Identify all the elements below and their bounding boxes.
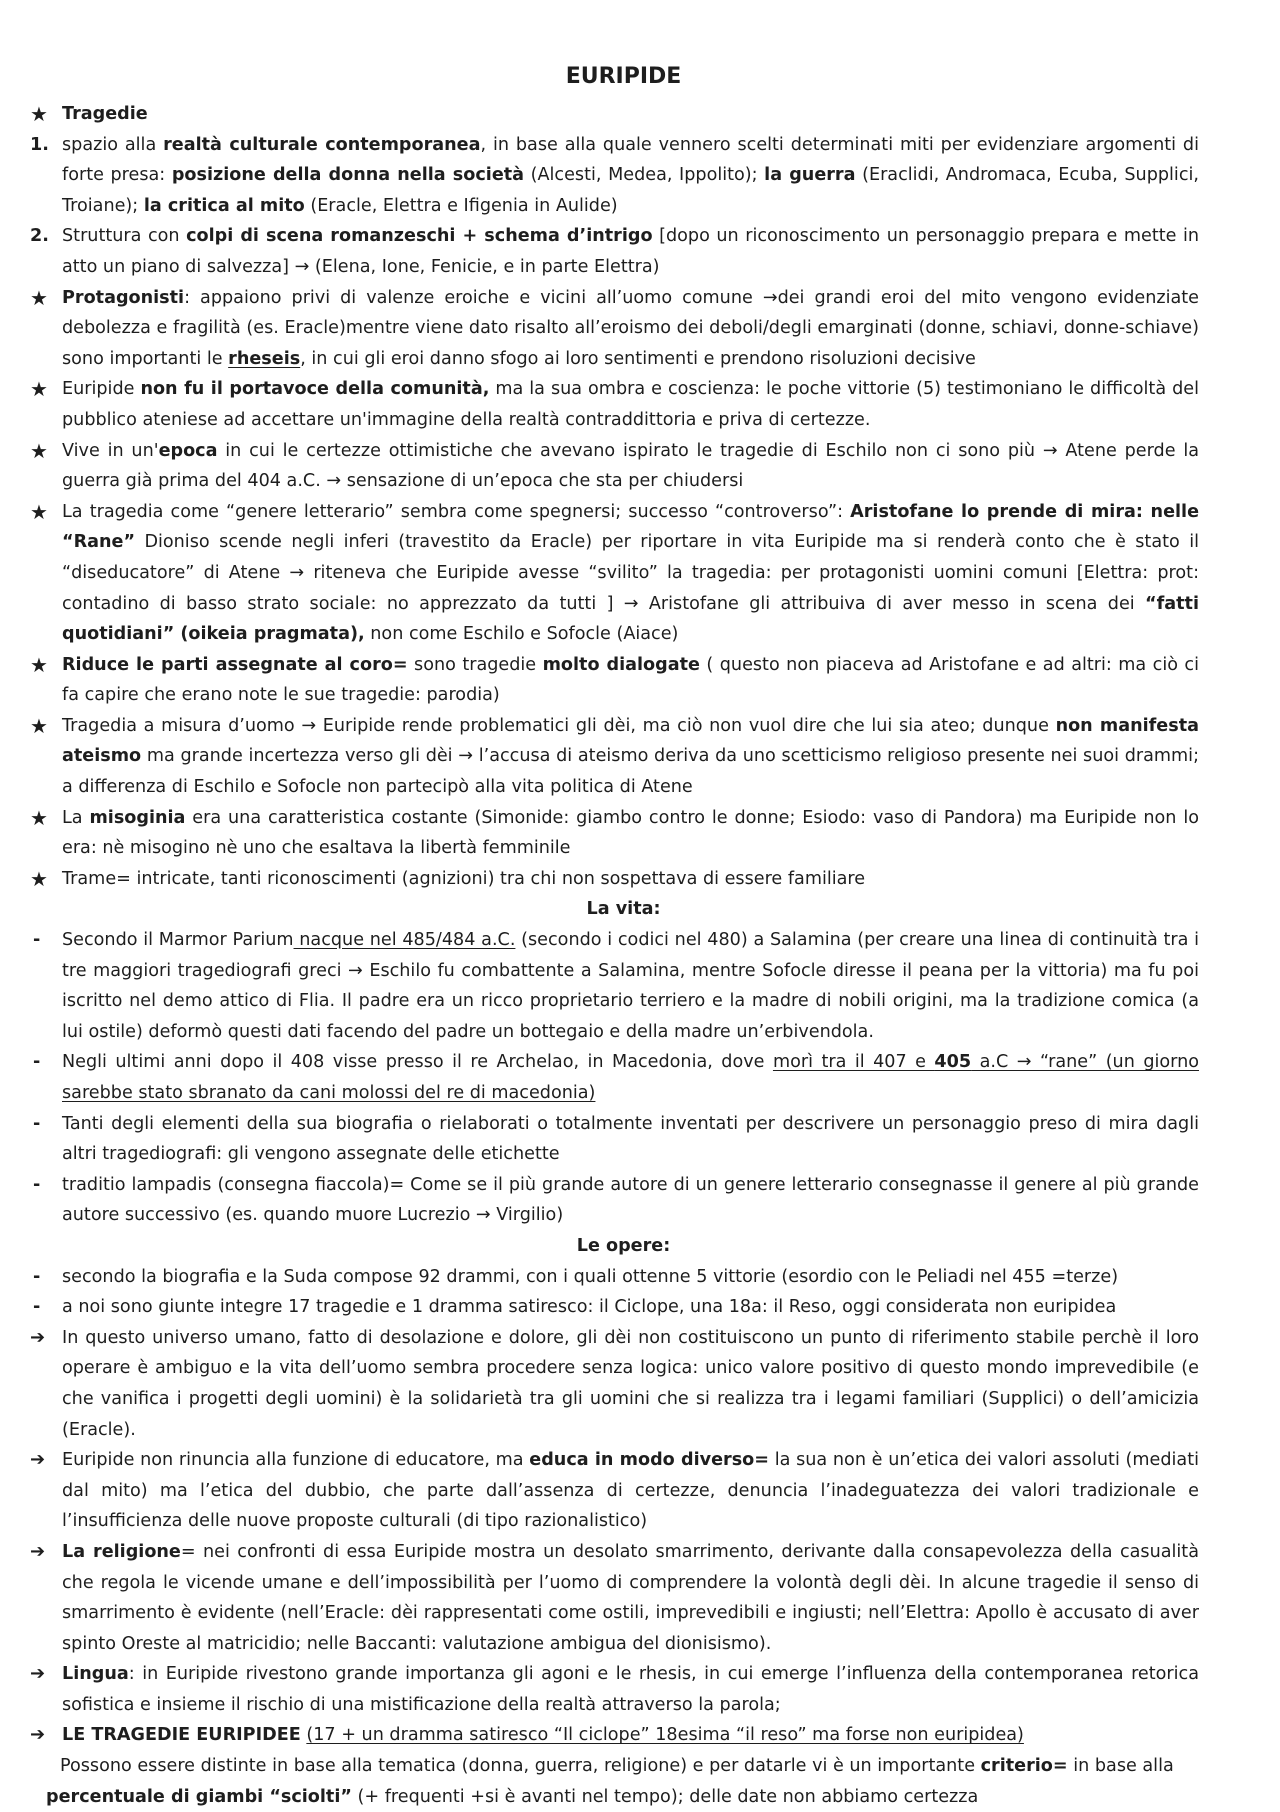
emphasis-text: la guerra xyxy=(764,165,856,186)
text-run: secondo la biografia e la Suda compose 92 drammi, con i quali ottenne 5 vittorie (esordio con le Peliadi nel 455 =terze) xyxy=(62,1266,1119,1287)
emphasis-text: la critica al mito xyxy=(143,195,305,216)
list-item xyxy=(30,99,1199,130)
emphasis-text: 405 xyxy=(934,1052,972,1073)
text-run: era una caratteristica costante (Simonide: giambo contro le donne; Esiodo: vaso di Pandora) ma Euripide non lo era: nè misogino nè uno che esaltava la libertà femminile xyxy=(62,807,1199,859)
text-run: non come Eschilo e Sofocle (Aiace) xyxy=(364,624,679,645)
emphasis-text: Lingua xyxy=(62,1664,129,1685)
arrow-bullet-icon: ➔ xyxy=(30,1326,46,1348)
emphasis-text: “fatti quotidiani” (oikeia pragmata), xyxy=(62,593,1199,645)
document-body xyxy=(30,99,1199,1751)
list-item xyxy=(30,283,1199,375)
text-run: Vive in un' xyxy=(62,440,159,461)
text-run: in cui le certezze ottimistiche che avevano ispirato le tragedie di Eschilo non ci sono più → Atene perde la guerra già prima del 404 a.C. → sensazione di un’epoca che sta per chiudersi xyxy=(62,440,1199,492)
text-run: ma la sua ombra e coscienza: le poche vittorie (5) testimoniano le difficoltà del pubblico ateniese ad accettare un'immagine della realtà contraddittoria e priva di certezze. xyxy=(62,379,1199,430)
emphasis-text: molto dialogate xyxy=(542,654,700,675)
list-item xyxy=(30,1262,1199,1293)
list-item xyxy=(30,1047,1199,1108)
arrow-bullet-icon: ➔ xyxy=(30,1724,46,1746)
text-run: Tragedia a misura d’uomo → Euripide rende problematici gli dèi, ma ciò non vuol dire che lui sia ateo; dunque xyxy=(62,715,1056,736)
text-run: : in Euripide rivestono grande importanza gli agoni e le rhesis, in cui emerge l’influenza della contemporanea retorica sofistica e insieme il rischio di una mistificazione della realtà attraverso la parola; xyxy=(62,1664,1199,1715)
arrow-bullet-icon: ➔ xyxy=(30,1540,46,1562)
emphasis-text: Riduce le parti assegnate al coro= xyxy=(62,654,408,675)
underlined-text: nacque nel 485/484 a.C. xyxy=(293,930,516,951)
text-run: , in cui gli eroi danno sfogo ai loro sentimenti e prendono risoluzioni decisive xyxy=(300,348,976,369)
text-run: : appaiono privi di valenze eroiche e vicini all’uomo comune →dei grandi eroi del mito vengono evidenziate debolezza e fragilità (es. Eracle)mentre viene dato risalto all’eroismo dei deboli/degli emarginati (donne, schiavi, donne-schiave) sono importanti le xyxy=(62,287,1199,369)
emphasis-text: non manifesta ateismo xyxy=(62,715,1199,767)
star-bullet-icon: ★ xyxy=(30,285,48,310)
text-run: Secondo il Marmor Parium xyxy=(62,930,294,951)
emphasis-text: Tragedie xyxy=(62,104,148,124)
list-item xyxy=(30,711,1199,803)
closing-paragraph xyxy=(30,1751,1199,1812)
text-run: La tragedia come “genere letterario” sembra come spegnersi; successo “controverso”: xyxy=(62,501,851,522)
star-bullet-icon: ★ xyxy=(30,438,48,463)
arrow-bullet-icon: ➔ xyxy=(30,1449,46,1471)
dash-bullet: - xyxy=(33,930,41,951)
emphasis-text: rheseis xyxy=(228,348,301,369)
list-item xyxy=(30,1323,1199,1445)
text-run: ma grande incertezza verso gli dèi → l’accusa di ateismo deriva da uno scetticismo religioso presente nei suoi drammi; a differenza di Eschilo e Sofocle non partecipò alla vita politica di Atene xyxy=(62,746,1199,798)
text-run: , in base alla quale vennero scelti determinati miti per evidenziare argomenti di forte presa: xyxy=(62,134,1199,186)
numbered-item xyxy=(30,221,1199,282)
emphasis-text: educa in modo diverso= xyxy=(529,1450,770,1471)
dash-bullet: - xyxy=(33,1113,41,1134)
item-number: 1. xyxy=(30,134,49,155)
star-bullet-icon: ★ xyxy=(30,652,48,677)
text-run: (secondo i codici nel 480) a Salamina (per creare una linea di continuità tra i tre maggiori tragediografi greci → Eschilo fu combattente a Salamina, mentre Sofocle diresse il peana per la vittoria) ma fu poi iscritto nel demo attico di Flia. Il padre era un ricco proprietario terriero e la madre di nobili origini, ma la tradizione comica (a lui ostile) deformò questi dati facendo del padre un bottegaio e della madre un’erbivendola. xyxy=(62,930,1199,1042)
text-run: = nei confronti di essa Euripide mostra un desolato smarrimento, derivante dalla consapevolezza della casualità che regola le vicende umane e dell’impossibilità per l’uomo di comprendere la volontà degli dèi. In alcune tragedie il senso di smarrimento è evidente (nell’Eracle: dèi rappresentati come ostili, imprevedibili e ingiusti; nell’Elettra: Apollo è accusato di aver spinto Oreste al matricidio; nelle Baccanti: valutazione ambigua del dionisismo). xyxy=(62,1541,1199,1654)
dash-bullet: - xyxy=(33,1297,41,1318)
list-item xyxy=(30,925,1199,1047)
text-run: [dopo un riconoscimento un personaggio prepara e mette in atto un piano di salvezza] → (Elena, Ione, Fenicie, e in parte Elettra) xyxy=(62,226,1200,277)
text-run: Euripide non rinuncia alla funzione di educatore, ma xyxy=(62,1450,530,1471)
text-run: sono tragedie xyxy=(407,654,543,675)
dash-bullet: - xyxy=(33,1052,41,1073)
star-bullet-icon: ★ xyxy=(30,713,48,738)
text-run: In questo universo umano, fatto di desolazione e dolore, gli dèi non costituiscono un punto di riferimento stabile perchè il loro operare è ambiguo e la vita dell’uomo sembra procedere senza logica: unico valore positivo di questo mondo imprevedibile (e che vanifica i progetti degli uomini) è la solidarietà tra gli uomini che si realizza tra i legami familiari (Supplici) o dell’amicizia (Eracle). xyxy=(62,1327,1199,1440)
list-item xyxy=(30,1292,1199,1323)
section-heading: Le opere: xyxy=(576,1235,671,1256)
list-item xyxy=(30,1170,1199,1231)
text-run: Trame= intricate, tanti riconoscimenti (agnizioni) tra chi non sospettava di essere familiare xyxy=(62,868,866,889)
text-run: Dioniso scende negli inferi (travestito da Eracle) per riportare in vita Euripide ma si renderà conto che è stato il “diseducatore” di Atene → riteneva che Euripide avesse “svilito” la tragedia: per protagonisti uomini comuni [Elettra: prot: contadino di basso strato sociale: no apprezzato da tutti ] → Aristofane gli attribuiva di aver messo in scena dei xyxy=(62,532,1199,614)
list-item xyxy=(30,803,1199,864)
underlined-text: (17 + un dramma satiresco “Il ciclope” 18esima “il reso” ma forse non euripidea) xyxy=(306,1725,1024,1746)
emphasis-text: La religione xyxy=(62,1541,181,1562)
list-item xyxy=(30,1445,1199,1537)
text-run: ( questo non piaceva ad Aristofane e ad altri: ma ciò ci fa capire che erano note le sue tragedie: parodia) xyxy=(62,654,1199,706)
emphasis-text: realtà culturale contemporanea xyxy=(163,134,481,155)
list-item xyxy=(30,864,1199,895)
text-run: (Eracle, Elettra e Ifigenia in Aulide) xyxy=(304,195,618,216)
list-item xyxy=(30,1659,1199,1720)
text-run: Struttura con xyxy=(62,226,187,247)
closing-line-1: Possono essere distinte in base alla tematica (donna, guerra, religione) e per datarle vi è un importante criterio= in base alla xyxy=(60,1756,1174,1777)
text-run: Tanti degli elementi della sua biografia o rielaborati o totalmente inventati per descrivere un personaggio preso di mira dagli altri tragediografi: gli vengono assegnate delle etichette xyxy=(62,1113,1199,1165)
underlined-text: morì tra il 407 e xyxy=(772,1052,935,1073)
emphasis-text: misoginia xyxy=(89,807,186,828)
text-run: La xyxy=(62,807,90,828)
text-run: spazio alla xyxy=(62,134,164,155)
text-run: Negli ultimi anni dopo il 408 visse presso il re Archelao, in Macedonia, dove xyxy=(62,1052,773,1073)
dash-bullet: - xyxy=(33,1266,41,1287)
list-item xyxy=(30,374,1199,435)
list-item xyxy=(30,1720,1199,1751)
star-bullet-icon: ★ xyxy=(30,499,48,524)
text-run: a noi sono giunte integre 17 tragedie e 1 dramma satiresco: il Ciclope, una 18a: il Reso, oggi considerata non euripidea xyxy=(62,1297,1117,1318)
section-heading: La vita: xyxy=(586,899,661,920)
underlined-text: a.C → “rane” (un giorno sarebbe stato sbranato da cani molossi del re di macedonia) xyxy=(62,1052,1199,1103)
emphasis-text: epoca xyxy=(158,440,218,461)
item-number: 2. xyxy=(30,226,49,247)
text-run: traditio lampadis (consegna fiaccola)= Come se il più grande autore di un genere letterario consegnasse il genere al più grande autore successivo (es. quando muore Lucrezio → Virgilio) xyxy=(62,1174,1199,1226)
list-item xyxy=(30,1537,1199,1659)
star-bullet-icon: ★ xyxy=(30,377,48,402)
star-bullet-icon: ★ xyxy=(30,805,48,830)
star-bullet-icon: ★ xyxy=(30,866,48,891)
star-bullet-icon: ★ xyxy=(30,102,48,126)
page-title: EURIPIDE xyxy=(565,64,682,89)
emphasis-text: posizione della donna nella società xyxy=(171,165,525,186)
list-item xyxy=(30,436,1199,497)
closing-line-2: percentuale di giambi “sciolti” (+ frequenti +si è avanti nel tempo); delle date non abbiamo certezza xyxy=(46,1786,979,1807)
emphasis-text: non fu il portavoce della comunità, xyxy=(140,379,490,400)
text-run: (Alcesti, Medea, Ippolito); xyxy=(524,165,765,186)
list-item xyxy=(30,650,1199,711)
numbered-item xyxy=(30,130,1199,222)
list-item xyxy=(30,497,1199,650)
list-item xyxy=(30,1109,1199,1170)
text-run: la sua non è un’etica dei valori assoluti (mediati dal mito) ma l’etica del dubbio, che parte dall’assenza di certezze, denuncia l’inadeguatezza dei valori tradizionale e l’insufficienza delle nuove proposte culturali (di tipo razionalistico) xyxy=(62,1450,1200,1532)
emphasis-text: Aristofane lo prende di mira: nelle “Rane” xyxy=(62,501,1199,553)
dash-bullet: - xyxy=(33,1174,41,1195)
text-run: Euripide xyxy=(62,379,141,400)
arrow-bullet-icon: ➔ xyxy=(30,1663,46,1685)
text-run: (Eraclidi, Andromaca, Ecuba, Supplici, Troiane); xyxy=(62,165,1199,216)
emphasis-text: Protagonisti xyxy=(62,287,185,308)
emphasis-text: colpi di scena romanzeschi + schema d’intrigo xyxy=(186,226,653,247)
emphasis-text: LE TRAGEDIE EURIPIDEE xyxy=(62,1725,301,1746)
